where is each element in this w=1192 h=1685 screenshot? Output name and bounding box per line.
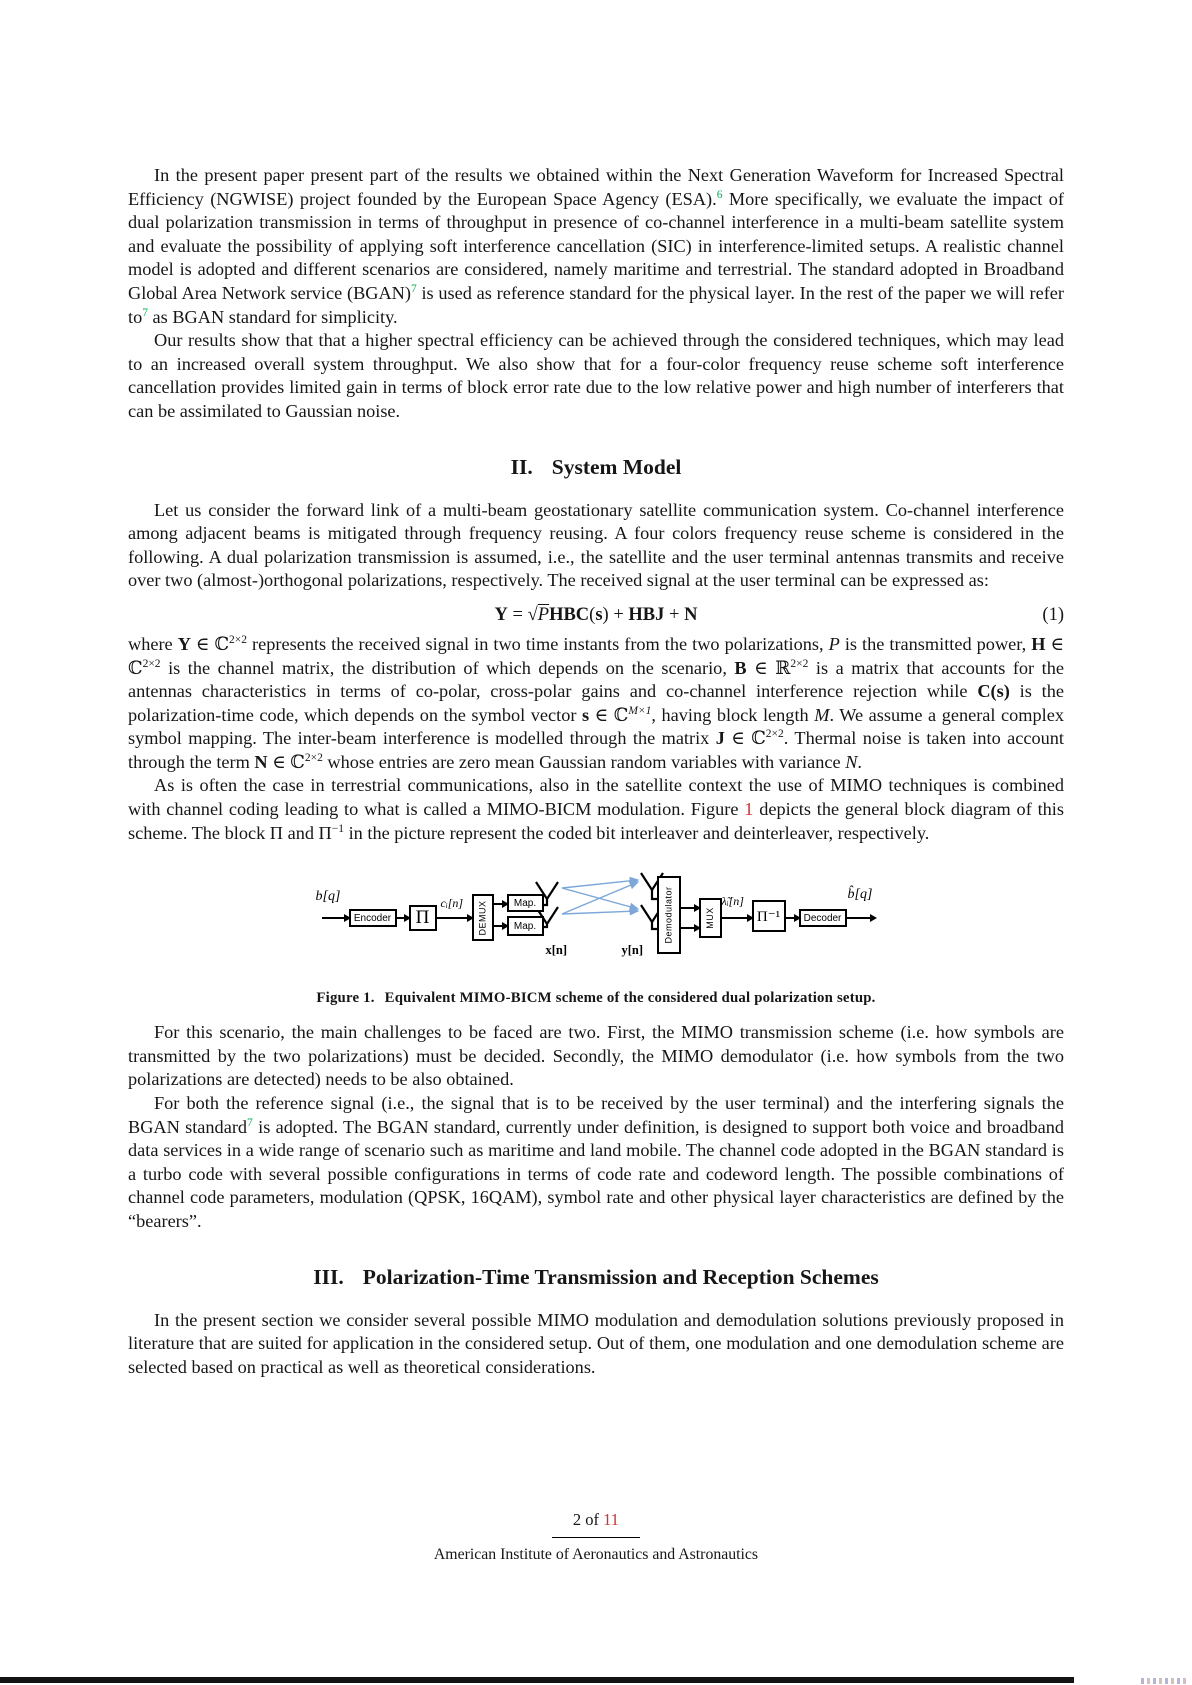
math-symbol: Y [494, 604, 508, 625]
citation-ref-7b[interactable]: 7 [142, 306, 148, 319]
math-operator: = [507, 604, 528, 625]
math-symbol: s [595, 604, 603, 625]
deinterleaver-block [752, 900, 786, 932]
encoder-block [349, 909, 397, 927]
text-run: is adopted. The BGAN standard, currently under definition, is designed to support both voice and broadband data services in a wide range of scenario such as maritime and land mobile. The channel code adopted in the BGAN standard is a turbo code with several possible configurations in terms of code rate and codeword length. The possible combinations of channel code parameters, modulation (QPSK, 16QAM), symbol rate and other physical layer characteristics are defined by the “bearers”. [128, 1116, 1064, 1231]
sqrt-radical: √ [527, 604, 538, 625]
arrow [397, 917, 409, 919]
text-run: is the channel matrix, the distribution of which depends on the scenario, [160, 657, 735, 678]
equation-number: (1) [1042, 604, 1064, 625]
text-run: . [857, 751, 862, 772]
math-superscript: 2×2 [229, 633, 248, 646]
section-heading-polarization-time [128, 1264, 1064, 1290]
text-run: represents the received signal in two time instants from the two polarizations, [247, 633, 829, 654]
figure-1-caption [128, 990, 1064, 1007]
text-run: As is often the case in terrestrial communications, also in the satellite context the use of MIMO techniques is combined with channel coding leading to what is called a MIMO-BICM modulation. Figure [128, 775, 1064, 820]
math-symbol: P [828, 633, 840, 654]
text-run: For both the reference signal (i.e., the signal that is to be received by the user terminal) and the interfering signals the BGAN standard [128, 1093, 1064, 1137]
mux-block [699, 898, 722, 938]
block-label: DEMUX [477, 900, 488, 936]
math-set: ∈ ℂ [589, 704, 629, 725]
math-superscript: M×1 [628, 704, 652, 717]
block-label: Demodulator [663, 886, 674, 944]
text-run: Let us consider the forward link of a multi-beam geostationary satellite communication system. Co-channel interference among adjacent beams is mitigated through frequency reusing. A four colors frequency reuse scheme is considered in the following. A dual polarization transmission is assumed, i.e., the satellite and the user terminal antennas transmits and receive over two (almost-)orthogonal polarizations, respectively. The received signal at the user terminal can be expressed as: [128, 499, 1064, 591]
paragraph-system-model-2 [128, 633, 1064, 775]
signal-label-output: b̂[q] [847, 887, 873, 903]
text-run: in the picture represent the coded bit interleaver and deinterleaver, respectively. [344, 822, 930, 843]
text-run: whose entries are zero mean Gaussian random variables with variance [322, 751, 846, 772]
math-superscript: 2×2 [765, 728, 784, 741]
section-number: II. [510, 454, 533, 479]
mapper-bottom-block [507, 916, 544, 936]
equation-1 [128, 602, 1064, 628]
math-symbol: J [715, 728, 725, 749]
signal-label-x: x[n] [545, 943, 568, 958]
math-symbol: P [537, 604, 550, 625]
math-symbol: HBJ [628, 604, 665, 625]
block-label: Encoder [353, 912, 392, 924]
arrow [681, 907, 699, 909]
math-set: ∈ ℂ [190, 633, 230, 654]
text-run: In the present section we consider several possible MIMO modulation and demodulation solutions previously proposed in literature that are suited for application in the considered setup. Out of them, one modulation and one demodulation scheme are selected based on practical as well as theoretical considerations. [128, 1309, 1064, 1377]
math-symbol: HBC [549, 604, 590, 625]
math-superscript: 2×2 [304, 751, 323, 764]
paragraph-section3-intro [128, 1309, 1064, 1380]
text-run: where [128, 633, 178, 654]
arrow [494, 925, 507, 927]
math-symbol: N [684, 604, 698, 625]
figure-ref-1[interactable]: 1 [744, 799, 754, 820]
text-run: is used as reference standard for the physical layer. In the rest of the paper we will refer to [128, 282, 1064, 327]
arrow [681, 927, 699, 929]
block-label: Π⁻¹ [756, 908, 781, 925]
math-set: ∈ ℂ [267, 751, 305, 772]
math-operator: + [608, 604, 629, 625]
arrow [722, 917, 752, 919]
citation-ref-7[interactable]: 7 [410, 282, 417, 295]
text-run: as BGAN standard for simplicity. [147, 306, 398, 327]
block-label: Π [415, 907, 430, 929]
math-set: ∈ ℂ [724, 728, 766, 749]
text-run: For this scenario, the main challenges to be faced are two. First, the MIMO transmission scheme (i.e. how symbols are transmitted by the two polarizations) must be decided. Secondly, the MIMO demodulator (i.e. how symbols from the two polarizations are detected) needs to be also obtained. [128, 1022, 1064, 1090]
paragraph-bgan [128, 1092, 1064, 1234]
math-operator: + [664, 604, 685, 625]
math-symbol: s [582, 704, 590, 725]
math-symbol: C(s) [977, 681, 1010, 702]
arrow [437, 917, 472, 919]
math-symbol: B [734, 657, 747, 678]
text-run: More specifically, we evaluate the impact of dual polarization transmission in terms of throughput in presence of co-channel interference in a multi-beam satellite system and evaluate the possibility of applying soft interference cancellation (SIC) in interference-limited setups. A realistic channel model is adopted and different scenarios are considered, namely maritime and terrestrial. The standard adopted in Broadband Global Area Network service (BGAN) [128, 188, 1065, 303]
signal-label-input: b[q] [315, 889, 341, 905]
interleaver-block [409, 905, 437, 931]
footer-rule [552, 1537, 640, 1538]
math-symbol: M [814, 704, 830, 725]
paragraph-challenges [128, 1021, 1064, 1092]
math-set: ∈ ℂ [128, 633, 1065, 678]
text-run: Our results show that that a higher spectral efficiency can be achieved through the considered techniques, which may lead to an increased overall system throughput. We also show that for a four-color frequency reuse scheme soft interference cancellation provides limited gain in terms of block error rate due to the low relative power and high number of interferers that can be assimilated to Gaussian noise. [128, 330, 1064, 421]
figure-1-block-diagram [314, 869, 879, 966]
mapper-top-block [507, 894, 544, 912]
section-title: Polarization-Time Transmission and Reception Schemes [362, 1264, 879, 1289]
paragraph-intro-1 [128, 164, 1064, 329]
text-run: , having block length [651, 704, 815, 725]
paragraph-mimo-bicm [128, 774, 1064, 845]
text-run: is a matrix that accounts for the antennas characteristics in terms of co-polar, cross-polar gains and co-channel interference rejection while [128, 657, 1064, 702]
text-run: is the transmitted power, [839, 633, 1032, 654]
math-paren: ( [589, 604, 596, 625]
citation-ref-6[interactable]: 6 [716, 188, 723, 201]
decoder-block [799, 909, 847, 927]
page-footer [0, 1510, 1192, 1564]
signal-label-y: y[n] [621, 943, 644, 958]
next-page-edge-bar [0, 1677, 1074, 1683]
section-number: III. [313, 1264, 344, 1289]
math-superscript: −1 [331, 822, 344, 835]
mimo-channel-arrows [562, 880, 638, 914]
caption-label: Figure 1. [316, 990, 375, 1007]
caption-text: Equivalent MIMO-BICM scheme of the considered dual polarization setup. [384, 990, 876, 1007]
text-run: is the polarization-time code, which depends on the symbol vector [128, 681, 1064, 725]
math-superscript: 2×2 [790, 657, 809, 670]
math-set: ∈ ℝ [746, 657, 791, 678]
text-run: In the present paper present part of the results we obtained within the Next Generation Waveform for Increased Spectral Efficiency (NGWISE) project founded by the European Space Agency (ESA). [128, 165, 1064, 209]
demodulator-block [657, 876, 681, 954]
citation-ref-7c[interactable]: 7 [247, 1116, 253, 1129]
equation-body [128, 602, 1064, 628]
page-number-prefix: 2 of [572, 1510, 604, 1529]
text-run: . We assume a general complex symbol mapping. The inter-beam interference is modelled through the matrix [128, 704, 1064, 749]
paragraph-intro-2 [128, 329, 1064, 423]
arrow [786, 917, 799, 919]
section-heading-system-model [128, 454, 1064, 480]
signal-label-coded-bits: cᵢ[n] [440, 896, 464, 911]
block-label: MUX [705, 907, 715, 929]
math-symbol: Y [177, 633, 191, 654]
section-title: System Model [551, 454, 682, 479]
math-symbol: N [254, 751, 268, 772]
institution-line: American Institute of Aeronautics and Astronautics [433, 1546, 759, 1563]
math-symbol: N [845, 751, 858, 772]
arrow [494, 903, 507, 905]
paragraph-system-model-1 [128, 499, 1064, 593]
text-run: depicts the general block diagram of this scheme. The block Π and Π [128, 799, 1064, 843]
math-superscript: 2×2 [142, 657, 161, 670]
page-number [0, 1510, 1192, 1530]
block-label: Map. [513, 920, 537, 932]
block-label: Decoder [803, 912, 842, 924]
text-run: . Thermal noise is taken into account through the term [128, 728, 1064, 772]
arrow [322, 917, 349, 919]
block-label: Map. [513, 897, 537, 909]
signal-label-llr: λ̃ᵢ[n] [721, 894, 744, 909]
math-paren: ) [602, 604, 609, 625]
math-symbol: H [1031, 633, 1046, 654]
page-number-total[interactable]: 11 [603, 1510, 620, 1529]
demux-block [472, 894, 494, 941]
arrow [847, 917, 875, 919]
page-edge-artifact [1141, 1678, 1189, 1684]
